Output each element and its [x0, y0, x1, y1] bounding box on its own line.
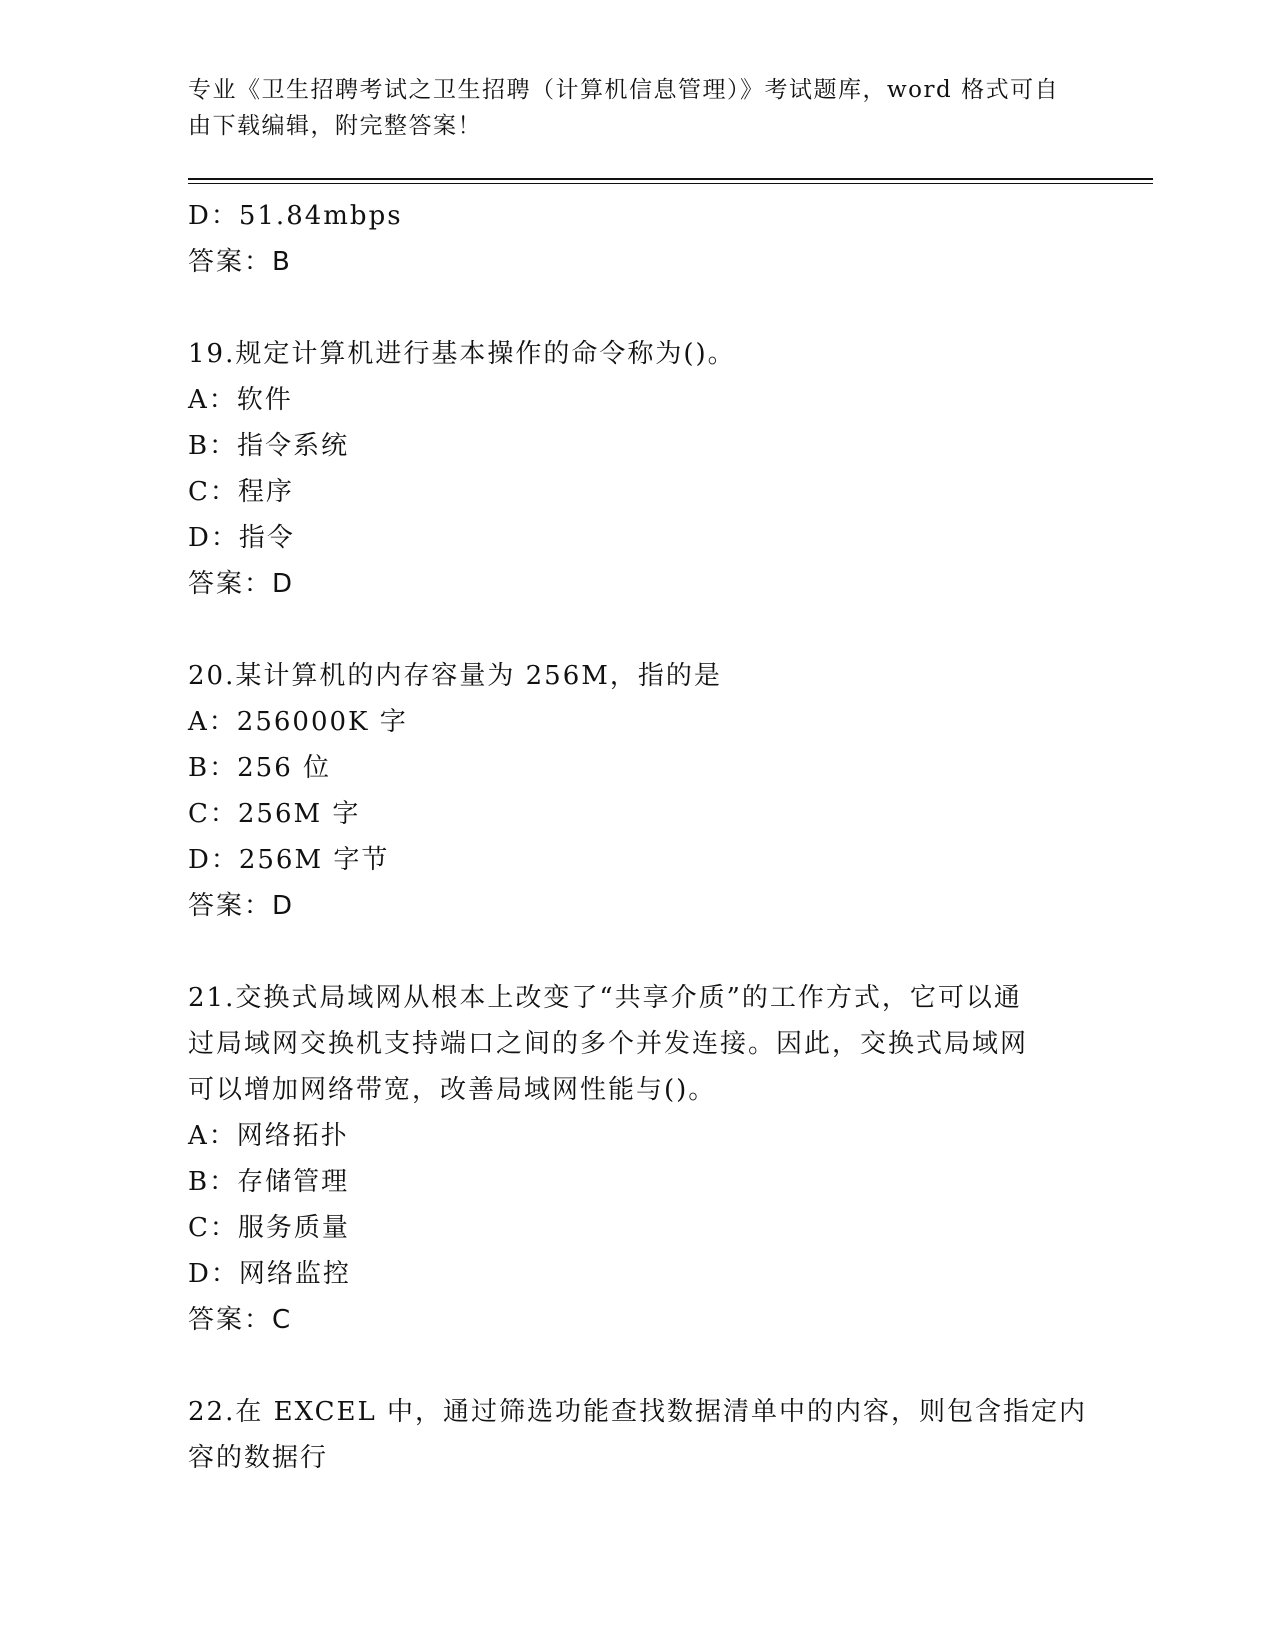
header-line-1: 专业《卫生招聘考试之卫生招聘（计算机信息管理）》考试题库，word 格式可自 [188, 77, 1060, 103]
question-stem-line-3: 可以增加网络带宽，改善局域网性能与()。 [188, 1075, 717, 1105]
prev-option-d: D：51.84mbps [188, 201, 403, 231]
header-rule-thin [188, 183, 1153, 184]
option-c: C：256M 字 [188, 799, 361, 829]
answer: 答案：C [188, 1305, 293, 1335]
answer: 答案：D [188, 891, 295, 921]
question-stem: 20.某计算机的内存容量为 256M，指的是 [188, 661, 722, 691]
question-content [188, 193, 1088, 1481]
option-d: D：指令 [188, 523, 295, 553]
option-d: D：256M 字节 [188, 845, 390, 875]
document-header [188, 72, 1068, 144]
option-a: A：软件 [188, 385, 293, 415]
question-stem-line-1: 21.交换式局域网从根本上改变了“共享介质”的工作方式，它可以通 [188, 983, 1022, 1013]
prev-answer: 答案：B [188, 247, 292, 277]
question-20 [188, 653, 1088, 929]
option-b: B：存储管理 [188, 1167, 350, 1197]
option-c: C：服务质量 [188, 1213, 350, 1243]
question-stem: 19.规定计算机进行基本操作的命令称为()。 [188, 339, 736, 369]
answer: 答案：D [188, 569, 295, 599]
header-rule-thick [188, 178, 1153, 180]
option-c: C：程序 [188, 477, 294, 507]
option-a: A：网络拓扑 [188, 1121, 349, 1151]
question-stem-line-2: 容的数据行 [188, 1443, 329, 1473]
question-19 [188, 331, 1088, 607]
option-a: A：256000K 字 [188, 707, 408, 737]
header-line-2: 由下载编辑，附完整答案！ [188, 113, 482, 139]
option-b: B：指令系统 [188, 431, 350, 461]
question-stem-line-1: 22.在 EXCEL 中，通过筛选功能查找数据清单中的内容，则包含指定内 [188, 1397, 1088, 1427]
question-21 [188, 975, 1088, 1343]
option-d: D：网络监控 [188, 1259, 351, 1289]
question-stem-line-2: 过局域网交换机支持端口之间的多个并发连接。因此，交换式局域网 [188, 1029, 1029, 1059]
option-b: B：256 位 [188, 753, 331, 783]
question-22 [188, 1389, 1088, 1481]
